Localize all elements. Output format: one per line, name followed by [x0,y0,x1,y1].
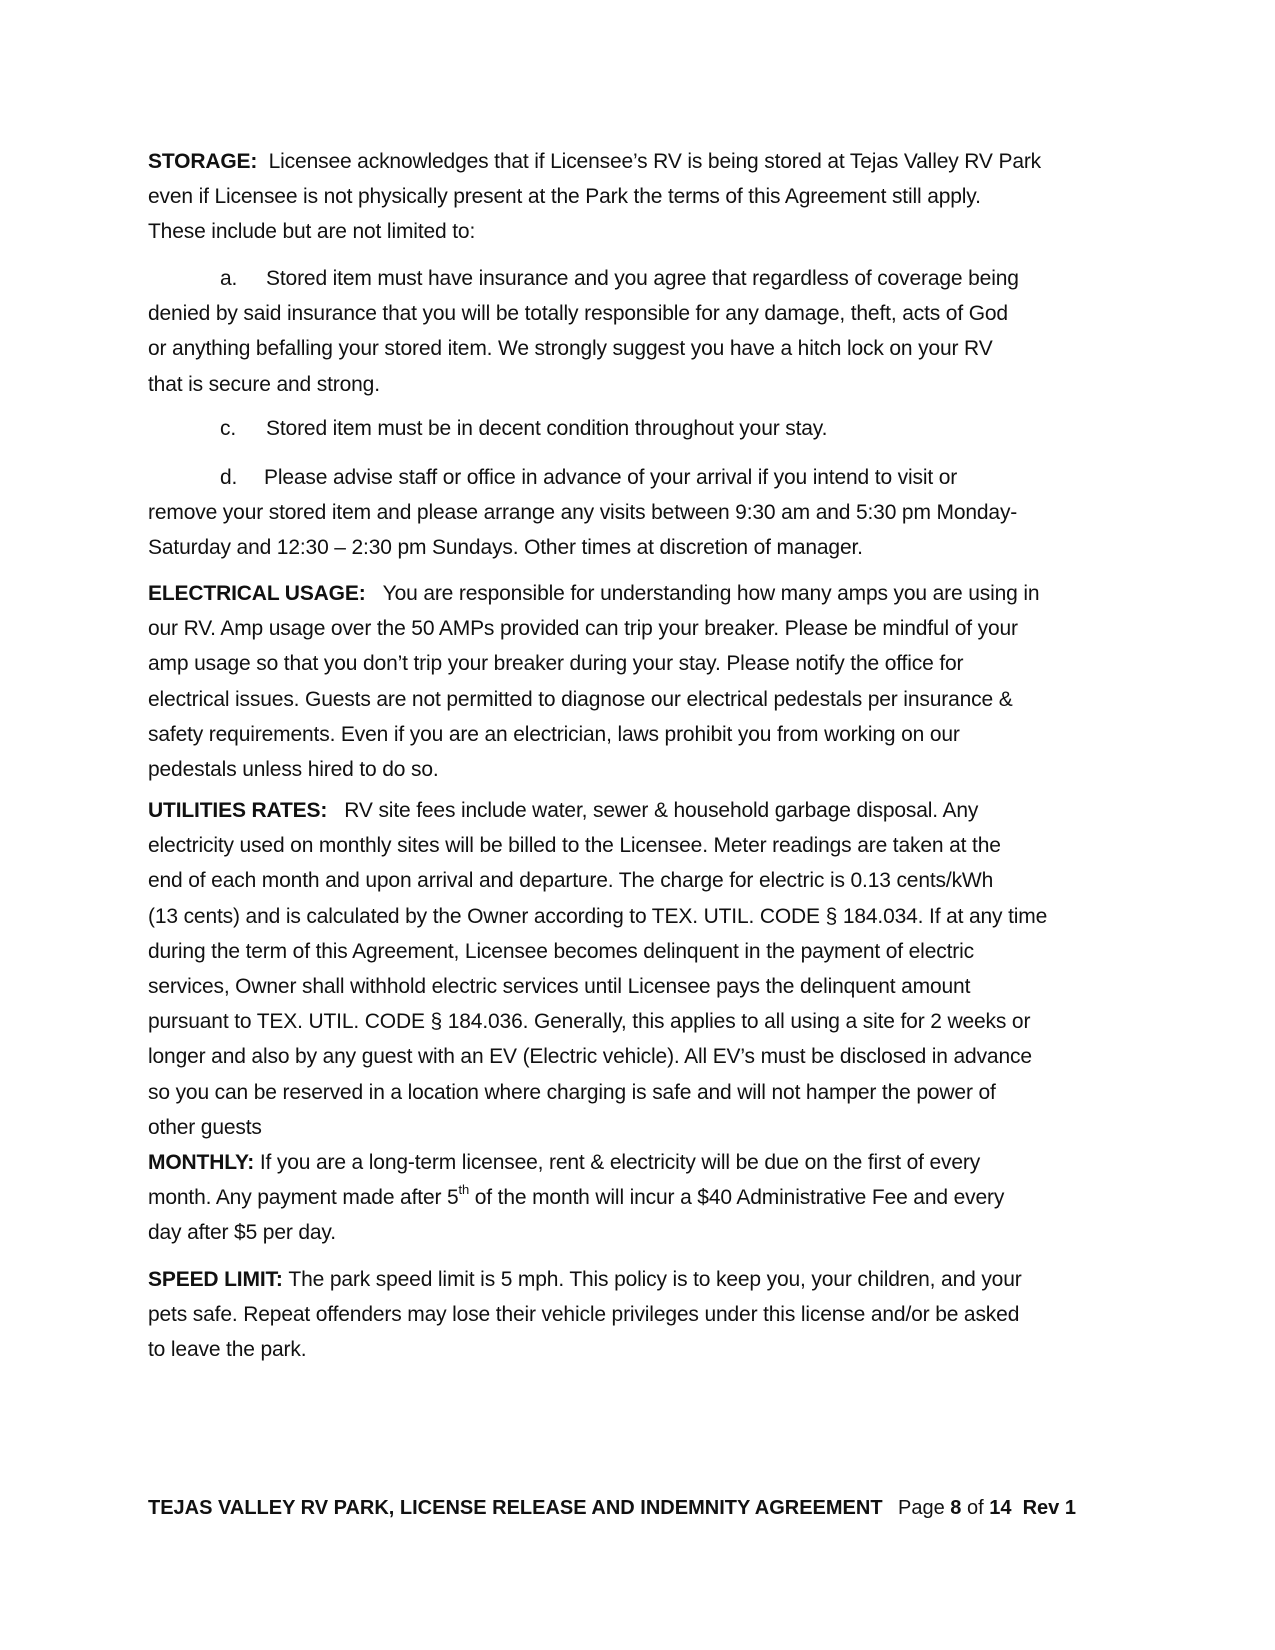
list-marker: a. [220,267,238,290]
utilities-line-5: during the term of this Agreement, Licensee becomes delinquent in the payment of electric [148,939,974,963]
storage-item-c [148,411,1128,446]
page-indicator: Page 8 of 14 Rev 1 [898,1497,1076,1519]
storage-item-a-line-1: a. Stored item must have insurance and you agree that regardless of coverage being [148,261,1128,296]
storage-section [148,144,1128,250]
utilities-line-4: (13 cents) and is calculated by the Owner according to TEX. UTIL. CODE § 184.034. If at any time [148,904,1048,928]
storage-line-3: These include but are not limited to: [148,220,476,244]
storage-heading: STORAGE: [148,150,258,173]
speed-limit-heading: SPEED LIMIT: [148,1268,283,1291]
electrical-line-6: pedestals unless hired to do so. [148,757,439,781]
speed-limit-line-2: pets safe. Repeat offenders may lose their vehicle privileges under this license and/or be asked [148,1303,1020,1327]
electrical-line-5: safety requirements. Even if you are an electrician, laws prohibit you from working on our [148,722,960,746]
utilities-section [148,793,1128,1145]
utilities-heading: UTILITIES RATES: [148,799,328,822]
storage-line-2: even if Licensee is not physically present at the Park the terms of this Agreement still apply. [148,185,981,209]
storage-item-d-line-2: remove your stored item and please arrange any visits between 9:30 am and 5:30 pm Monday- [148,501,1018,525]
monthly-line-1: MONTHLY: If you are a long-term licensee, rent & electricity will be due on the first of every [148,1151,981,1174]
list-marker: c. [220,417,237,440]
page-number: 8 [950,1497,962,1519]
page-total: 14 [989,1497,1012,1519]
speed-limit-line-3: to leave the park. [148,1338,307,1362]
speed-limit-section [148,1262,1128,1368]
storage-item-d-line-1: d. Please advise staff or office in advance of your arrival if you intend to visit or [148,460,1128,495]
storage-item-a [148,261,1128,402]
monthly-heading: MONTHLY: [148,1151,255,1174]
storage-item-d-line-3: Saturday and 12:30 – 2:30 pm Sundays. Other times at discretion of manager. [148,536,863,560]
storage-item-a-line-2: denied by said insurance that you will be totally responsible for any damage, theft, acts of God [148,302,1008,326]
utilities-line-2: electricity used on monthly sites will be billed to the Licensee. Meter readings are taken at the [148,834,1001,858]
page-footer [148,1494,1098,1522]
revision-label: Rev 1 [1022,1497,1076,1519]
utilities-line-6: services, Owner shall withhold electric services until Licensee pays the delinquent amount [148,974,971,998]
monthly-line-3: day after $5 per day. [148,1221,336,1245]
utilities-line-9: so you can be reserved in a location where charging is safe and will not hamper the power of [148,1080,996,1104]
monthly-line-2: month. Any payment made after 5th of the month will incur a $40 Administrative Fee and every [148,1182,1005,1210]
speed-limit-line-1: SPEED LIMIT: The park speed limit is 5 mph. This policy is to keep you, your children, and your [148,1268,1022,1291]
utilities-line-10: other guests [148,1115,262,1139]
storage-item-a-line-4: that is secure and strong. [148,372,380,396]
electrical-section [148,576,1128,787]
utilities-line-7: pursuant to TEX. UTIL. CODE § 184.036. Generally, this applies to all using a site for 2 weeks or [148,1010,1031,1034]
storage-item-a-line-3: or anything befalling your stored item. We strongly suggest you have a hitch lock on your RV [148,337,993,361]
electrical-line-2: our RV. Amp usage over the 50 AMPs provided can trip your breaker. Please be mindful of your [148,617,1018,641]
utilities-line-1: UTILITIES RATES: RV site fees include water, sewer & household garbage disposal. Any [148,799,979,822]
utilities-line-8: longer and also by any guest with an EV (Electric vehicle). All EV’s must be disclosed in advance [148,1045,1032,1069]
electrical-line-4: electrical issues. Guests are not permitted to diagnose our electrical pedestals per insurance & [148,687,1013,711]
electrical-line-1: ELECTRICAL USAGE: You are responsible for understanding how many amps you are using in [148,582,1040,605]
list-marker: d. [220,466,238,489]
monthly-section [148,1145,1128,1251]
storage-line-1: STORAGE: Licensee acknowledges that if Licensee’s RV is being stored at Tejas Valley RV Park [148,150,1042,173]
footer-title: TEJAS VALLEY RV PARK, LICENSE RELEASE AND INDEMNITY AGREEMENT [148,1497,883,1519]
storage-item-d [148,460,1128,566]
electrical-heading: ELECTRICAL USAGE: [148,582,366,605]
ordinal-suffix: th [458,1182,470,1198]
electrical-line-3: amp usage so that you don’t trip your breaker during your stay. Please notify the office for [148,652,964,676]
utilities-line-3: end of each month and upon arrival and departure. The charge for electric is 0.13 cents/kWh [148,869,994,893]
storage-item-c-line-1: c. Stored item must be in decent condition throughout your stay. [148,411,1128,446]
